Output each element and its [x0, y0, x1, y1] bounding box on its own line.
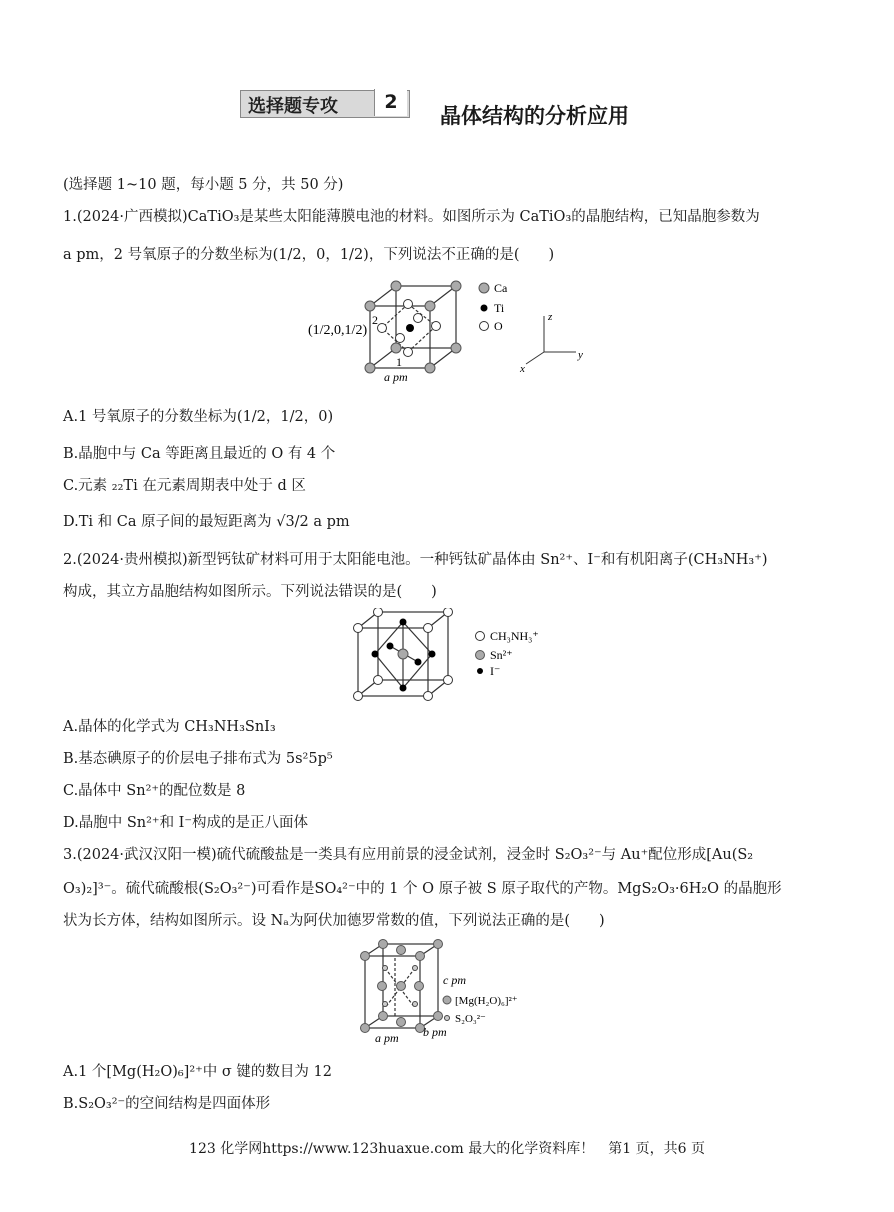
q3-stem-line3: 状为长方体，结构如图所示。设 Nₐ为阿伏加德罗常数的值，下列说法正确的是( ) — [63, 913, 605, 929]
q2-option-d: D.晶胞中 Sn²⁺和 I⁻构成的是正八面体 — [63, 815, 309, 831]
q1-legend-ca: Ca — [494, 281, 508, 295]
q1-option-c: C.元素 ₂₂Ti 在元素周期表中处于 d 区 — [63, 478, 306, 494]
q1-fig-coord: (1/2,0,1/2) — [308, 323, 368, 338]
q1-axis-z: z — [548, 311, 553, 323]
q2-legend-ch3nh3: CH₃NH₃⁺ — [490, 629, 539, 643]
q3-stem-line1: 3.(2024·武汉汉阳一模)硫代硫酸盐是一类具有应用前景的浸金试剂，浸金时 S₂O₃²⁻与 Au⁺配位形成[Au(S₂ — [63, 847, 754, 863]
q1-label-1: 1 — [396, 355, 402, 369]
q1-legend-o: O — [494, 319, 503, 333]
q2-legend-i: I⁻ — [490, 664, 501, 678]
q3-option-b: B.S₂O₃²⁻的空间结构是四面体形 — [63, 1096, 271, 1112]
q3-param-b: b pm — [423, 1025, 447, 1039]
q3-legend-mg: [Mg(H₂O)₆]²⁺ — [455, 995, 518, 1007]
page-footer: 123 化学网https://www.123huaxue.com 最大的化学资料库！ 第1 页，共6 页 — [189, 1141, 705, 1157]
q1-option-d: D.Ti 和 Ca 原子间的最短距离为 √3/2 a pm — [63, 514, 350, 530]
q2-cell-figure — [350, 608, 560, 703]
q1-stem-line2: a pm，2 号氧原子的分数坐标为(1/2，0，1/2)，下列说法不正确的是( ) — [63, 247, 555, 263]
q3-option-a: A.1 个[Mg(H₂O)₆]²⁺中 σ 键的数目为 12 — [63, 1064, 332, 1080]
q2-legend-sn: Sn²⁺ — [490, 648, 513, 662]
q2-option-c: C.晶体中 Sn²⁺的配位数是 8 — [63, 783, 246, 799]
q3-legend-s2o3: S₂O₃²⁻ — [455, 1013, 486, 1025]
q1-option-a: A.1 号氧原子的分数坐标为(1/2，1/2，0) — [63, 409, 334, 425]
q1-axis-y: y — [578, 349, 583, 361]
q1-stem-line1: 1.(2024·广西模拟)CaTiO₃是某些太阳能薄膜电池的材料。如图所示为 CaTiO₃的晶胞结构，已知晶胞参数为 — [63, 209, 760, 225]
q1-cell-figure — [300, 276, 600, 386]
page-title: 晶体结构的分析应用 — [440, 104, 629, 128]
section-number: 2 — [374, 89, 407, 116]
q2-stem-line1: 2.(2024·贵州模拟)新型钙钛矿材料可用于太阳能电池。一种钙钛矿晶体由 Sn²⁺、I⁻和有机阳离子(CH₃NH₃⁺) — [63, 552, 768, 568]
q1-label-2: 2 — [372, 313, 378, 327]
q1-axis-x: x — [520, 363, 525, 375]
q1-param: a pm — [384, 370, 408, 384]
q3-param-a: a pm — [375, 1031, 399, 1045]
q3-cell-figure — [355, 938, 555, 1046]
q2-option-b: B.基态碘原子的价层电子排布式为 5s²5p⁵ — [63, 751, 333, 767]
q1-option-b: B.晶胞中与 Ca 等距离且最近的 O 有 4 个 — [63, 446, 336, 462]
q3-param-c: c pm — [443, 973, 466, 987]
q2-stem-line2: 构成，其立方晶胞结构如图所示。下列说法错误的是( ) — [63, 584, 437, 600]
q2-option-a: A.晶体的化学式为 CH₃NH₃SnI₃ — [63, 719, 276, 735]
q3-stem-line2: O₃)₂]³⁻。硫代硫酸根(S₂O₃²⁻)可看作是SO₄²⁻中的 1 个 O 原子被 S 原子取代的产物。MgS₂O₃·6H₂O 的晶胞形 — [63, 881, 782, 897]
q1-legend-ti: Ti — [494, 301, 505, 315]
section-tag: 选择题专攻 — [248, 96, 338, 117]
intro-text: (选择题 1~10 题，每小题 5 分，共 50 分) — [63, 177, 344, 193]
